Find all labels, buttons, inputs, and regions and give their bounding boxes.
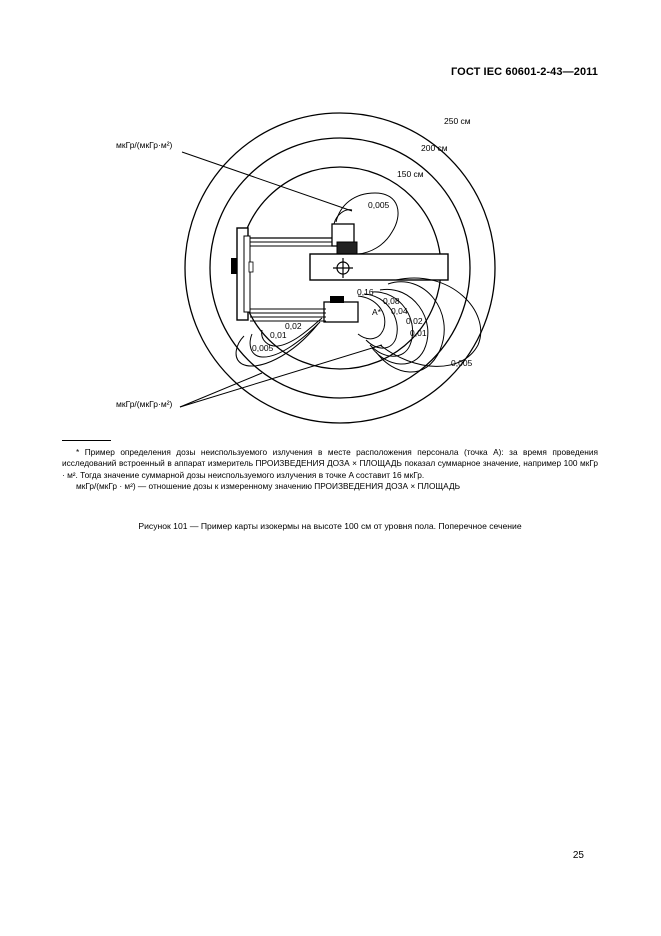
radius-label-150: 150 см: [397, 169, 424, 179]
unit-label-bottom: мкГр/(мкГр·м²): [116, 399, 173, 409]
isodose-label-001-right: 0,01: [410, 328, 427, 338]
isodose-label-001-left: 0,01: [270, 330, 287, 340]
isodose-label-002-left: 0,02: [285, 321, 302, 331]
page-number: 25: [572, 850, 584, 861]
document-code: ГОСТ IEC 60601-2-43—2011: [450, 66, 598, 78]
point-a-label: A*: [372, 307, 381, 317]
isodose-label-0005-left: 0,005: [252, 343, 274, 353]
isokerma-map-figure: [110, 95, 610, 435]
footnote-text: * Пример определения дозы неиспользуемого излучения в месте расположения персонала (точка A): за время проведения исследований встроенный в аппарат измеритель ПРОИЗВЕДЕНИЯ ДОЗА × ПЛОЩАДЬ показал суммарное значение, например 100 мкГр · м². Тогда значение суммарной дозы неиспользуемого излучения в точке A составит 16 мкГр.: [62, 447, 598, 480]
footnote: [62, 447, 598, 492]
radius-label-250: 250 см: [444, 116, 471, 126]
isodose-label-016: 0,16: [357, 287, 374, 297]
isodose-label-008: 0,08: [383, 296, 400, 306]
c-arm-equipment: [231, 224, 448, 322]
isodose-label-004: 0,04: [391, 306, 408, 316]
footnote-unit-note: мкГр/(мкГр · м²) — отношение дозы к измеренному значению ПРОИЗВЕДЕНИЯ ДОЗА × ПЛОЩАДЬ: [76, 480, 461, 491]
radius-label-200: 200 см: [421, 143, 448, 153]
unit-label-top: мкГр/(мкГр·м²): [116, 140, 173, 150]
footnote-separator: [62, 440, 111, 441]
isodose-label-002-right: 0,02: [406, 316, 423, 326]
isodose-label-0005-upper: 0,005: [368, 200, 390, 210]
isodose-label-0005-right: 0,005: [451, 358, 473, 368]
leader-line-bottom-1: [180, 373, 262, 407]
figure-caption: Рисунок 101 — Пример карты изокермы на высоте 100 см от уровня пола. Поперечное сечение: [138, 521, 522, 531]
